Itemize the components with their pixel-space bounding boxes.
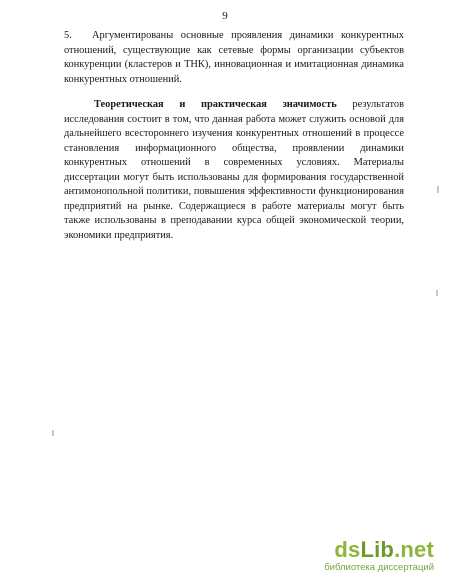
watermark-subtitle: библиотека диссертаций: [324, 562, 434, 573]
scan-mark-1: [437, 186, 439, 193]
watermark-logo-dot: .: [394, 537, 401, 562]
page-number: 9: [222, 10, 228, 22]
scan-mark-3: [52, 430, 54, 436]
watermark-logo-lib: Lib: [360, 537, 395, 562]
watermark-logo-net: net: [400, 537, 434, 562]
list-item-body: Аргументированы основные проявления динамики конкурентных отношений, существующие как сетевые формы организации субъектов конкуренции (кластеров и ТНК), инновационная и имитационная динамика конкурентных отношений.: [64, 30, 404, 85]
significance-body: результатов исследования состоит в том, что данная работа может служить основой для дальнейшего всестороннего изучения конкурентных отношений в процессе становления информационного общества, проявлении динамики конкурентных отношений в современных условиях. Материалы диссертации могут быть использованы для формирования государственной антимонопольной политики, повышения эффективности функционирования предприятий на рынке. Содержащиеся в работе материалы могут быть также использованы в преподавании курса общей экономической теории, экономики предприятия.: [64, 99, 404, 241]
significance-paragraph: [64, 98, 404, 243]
list-item-5-text: [64, 29, 404, 87]
watermark-logo: [294, 539, 434, 561]
watermark: [294, 539, 434, 574]
watermark-logo-ds: ds: [334, 537, 361, 562]
significance-text: [64, 98, 404, 243]
list-item-number: 5.: [64, 30, 72, 41]
list-item-5: [64, 29, 404, 87]
significance-heading: Теоретическая и практическая значимость: [94, 99, 337, 110]
scan-mark-2: [436, 290, 438, 296]
